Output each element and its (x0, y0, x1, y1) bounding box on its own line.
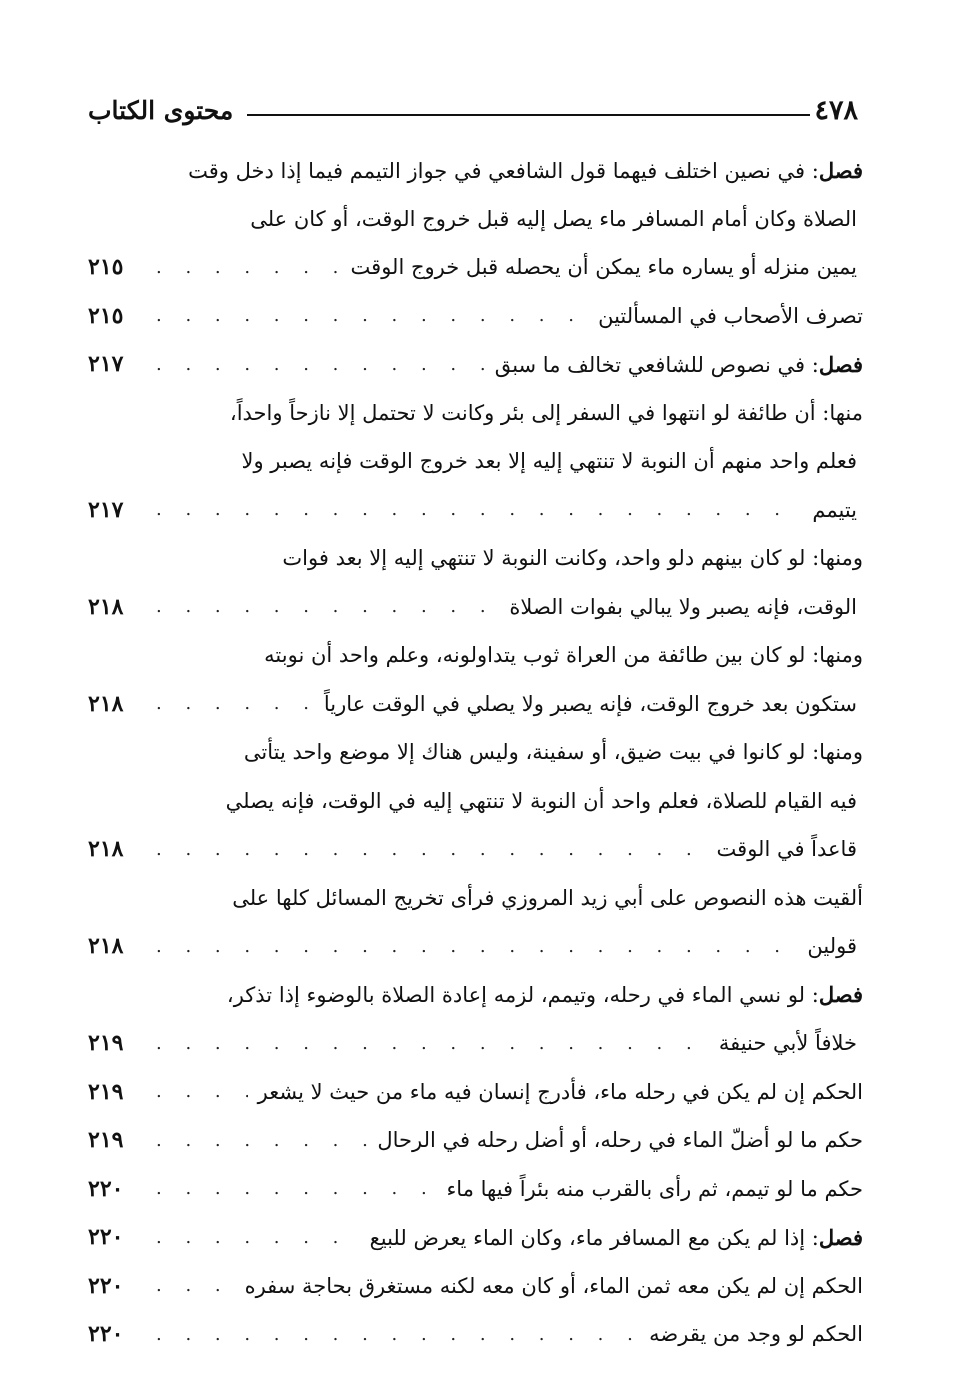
leader-dots (156, 1130, 367, 1151)
section-keyword: فصل (818, 351, 863, 377)
toc-entry-line (88, 292, 863, 341)
toc-entry-body: خلافاً لأبي حنيفة (718, 1031, 857, 1056)
leader-dots (156, 839, 707, 860)
toc-entry-text (227, 982, 863, 1007)
toc-page-number: ٢١٥ (88, 254, 124, 281)
section-keyword: فصل (818, 1224, 863, 1250)
toc-entry-body: الحكم إن لم يكن معه ثمن الماء، أو كان معه لكنه مستغرق بحاجة سفره (244, 1273, 863, 1298)
toc-entry-line (88, 1116, 863, 1165)
leader-dots (156, 499, 802, 520)
toc-page-number: ٢١٩ (88, 1127, 124, 1154)
toc-page-number: ٢٢٠ (88, 1321, 124, 1348)
header-title: محتوى الكتاب (88, 95, 234, 125)
toc-entry-body: فعلم واحد منهم أن النوبة لا تنتهي إليه إلا بعد خروج الوقت فإنه يصبر ولا (241, 449, 857, 474)
toc-entry-text (264, 643, 863, 667)
toc-entry-text (812, 498, 863, 522)
toc-entry-text (807, 934, 863, 958)
leader-dots (156, 1033, 709, 1054)
toc-entry-text (245, 1274, 863, 1298)
toc-entry-line (88, 1019, 863, 1068)
toc-page-number: ٢١٧ (88, 496, 124, 523)
toc-entry-body: ستكون بعد خروج الوقت، فإنه يصبر ولا يصلي في الوقت عارياً (323, 691, 857, 716)
toc-entry-text (250, 207, 863, 231)
toc-entry-continuation (88, 777, 863, 826)
section-keyword: فصل (818, 157, 863, 183)
toc-entry-continuation (88, 389, 863, 438)
toc-entry-line (88, 1262, 863, 1311)
toc-entry-continuation (88, 146, 863, 195)
toc-entry-continuation (88, 971, 863, 1020)
page-header (88, 90, 858, 130)
toc-entry-line (88, 486, 863, 535)
toc-entry-body: الحكم إن لم يكن في رحله ماء، فأدرج إنسان فيه ماء من حيث لا يشعر (257, 1079, 863, 1104)
toc-entry-text (188, 158, 863, 183)
toc-page-number: ٢٢٠ (88, 1272, 124, 1299)
toc-entry-text (226, 789, 863, 813)
toc-page-number: ٢٢٠ (88, 1224, 124, 1251)
toc-entry-text (244, 740, 863, 764)
toc-entry-text (351, 255, 863, 279)
toc-entry-line (88, 1068, 863, 1117)
section-keyword: فصل (818, 982, 863, 1008)
leader-dots (156, 596, 499, 617)
toc-entry-body: الحكم لو وجد من يقرضه (649, 1322, 863, 1347)
toc-entry-body: قولين (807, 934, 857, 959)
toc-entry-continuation (88, 874, 863, 923)
toc-entry-line (88, 340, 863, 389)
toc-entry-line (88, 243, 863, 292)
toc-entry-text (495, 352, 863, 377)
leader-dots (156, 1227, 360, 1248)
toc-entry-text (370, 1225, 863, 1250)
leader-dots (156, 257, 341, 278)
toc-entry-text (324, 692, 863, 716)
toc-entry-text (377, 1128, 863, 1152)
toc-entry-text (446, 1177, 863, 1201)
toc-entry-body: ألقيت هذه النصوص على أبي زيد المروزي فرأى تخريج المسائل كلها على (232, 885, 863, 910)
toc-entry-text (258, 1080, 863, 1104)
toc-entry-text (232, 886, 863, 910)
toc-page-number: ٢١٥ (88, 302, 124, 329)
toc-page-number: ٢١٩ (88, 1030, 124, 1057)
leader-dots (156, 1178, 436, 1199)
toc-entry-body: يتيمم (812, 497, 857, 522)
header-rule (247, 114, 810, 116)
toc-entry-body: : في نصوص للشافعي تخالف ما سبق (494, 352, 819, 377)
toc-page-number: ٢١٨ (88, 690, 124, 717)
toc-entry-body: الوقت، فإنه يصبر ولا يبالي بفوات الصلاة (509, 594, 857, 619)
toc-entry-line (88, 583, 863, 632)
table-of-contents (88, 146, 863, 1359)
toc-entry-line (88, 1310, 863, 1359)
toc-entry-line (88, 1165, 863, 1214)
toc-entry-continuation (88, 534, 863, 583)
toc-page-number: ٢١٨ (88, 593, 124, 620)
toc-entry-body: ومنها: لو كانوا في بيت ضيق، أو سفينة، وليس هناك إلا موضع واحد يتأتى (243, 740, 863, 765)
leader-dots (156, 305, 588, 326)
toc-entry-body: يمين منزله أو يساره ماء يمكن أن يحصله قبل خروج الوقت (350, 255, 857, 280)
toc-entry-text (241, 449, 863, 473)
toc-page-number: ٢١٨ (88, 933, 124, 960)
leader-dots (156, 936, 797, 957)
toc-entry-body: حكم ما لو أضلّ الماء في رحله، أو أضل رحله في الرحال (377, 1128, 863, 1153)
toc-entry-text (598, 304, 863, 328)
toc-entry-body: ومنها: لو كان بينهم دلو واحد، وكانت النوبة لا تنتهي إليه إلا بعد فوات (282, 546, 863, 571)
toc-entry-body: : في نصين اختلف فيهما قول الشافعي في جواز التيمم فيما إذا دخل وقت (188, 158, 819, 183)
toc-entry-body: ومنها: لو كان بين طائفة من العراة ثوب يتداولونه، وعلم واحد أن نوبته (264, 643, 863, 668)
toc-entry-line (88, 1213, 863, 1262)
toc-page-number: ٢١٨ (88, 836, 124, 863)
toc-entry-text (282, 546, 863, 570)
toc-page-number: ٢٢٠ (88, 1175, 124, 1202)
toc-entry-continuation (88, 728, 863, 777)
leader-dots (156, 354, 485, 375)
toc-entry-text (717, 837, 863, 861)
toc-entry-body: : إذا لم يكن مع المسافر ماء، وكان الماء يعرض للبيع (369, 1225, 819, 1250)
toc-entry-continuation (88, 437, 863, 486)
toc-entry-line (88, 825, 863, 874)
header-page-number: ٤٧٨ (814, 94, 858, 126)
toc-entry-text (719, 1031, 863, 1055)
toc-entry-body: فيه القيام للصلاة، فعلم واحد أن النوبة لا تنتهي إليه في الوقت، فإنه يصلي (225, 788, 857, 813)
toc-entry-body: منها: أن طائفة لو انتهوا في السفر إلى بئر وكانت لا تحتمل إلا نازحاً واحداً، (229, 400, 863, 425)
toc-entry-text (230, 401, 863, 425)
leader-dots (156, 1275, 235, 1296)
toc-entry-body: حكم ما لو تيمم، ثم رأى بالقرب منه بئراً فيها ماء (446, 1176, 863, 1201)
toc-entry-continuation (88, 195, 863, 244)
toc-entry-body: قاعداً في الوقت (716, 837, 857, 862)
toc-entry-continuation (88, 631, 863, 680)
toc-entry-line (88, 680, 863, 729)
leader-dots (156, 693, 314, 714)
toc-entry-body: : لو نسي الماء في رحله، وتيمم، لزمه إعادة الصلاة بالوضوء إذا تذكر، (226, 983, 819, 1008)
toc-page-number: ٢١٧ (88, 351, 124, 378)
leader-dots (156, 1324, 639, 1345)
toc-entry-text (649, 1322, 863, 1346)
toc-entry-text (509, 595, 863, 619)
toc-entry-body: الصلاة وكان أمام المسافر ماء يصل إليه قبل خروج الوقت، أو كان على (250, 206, 857, 231)
toc-page-number: ٢١٩ (88, 1078, 124, 1105)
toc-entry-line (88, 922, 863, 971)
toc-entry-body: تصرف الأصحاب في المسألتين (598, 303, 863, 328)
leader-dots (156, 1081, 248, 1102)
